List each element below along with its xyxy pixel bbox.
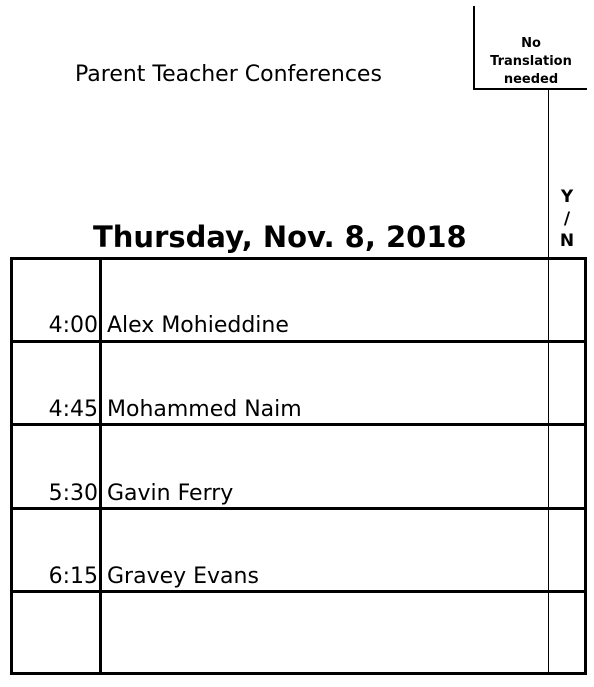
yn-label-y: Y xyxy=(560,187,574,207)
translation-note-line-3: needed xyxy=(503,72,559,87)
translation-note-line-1: No xyxy=(521,36,541,51)
row-divider-3 xyxy=(10,507,587,510)
slot-1-time: 4:00 xyxy=(48,313,98,338)
translation-note-line-2: Translation xyxy=(490,54,572,69)
slot-1-name: Alex Mohieddine xyxy=(107,313,289,338)
slot-4-time: 6:15 xyxy=(48,564,98,589)
yn-label-n: N xyxy=(559,231,575,251)
row-divider-4 xyxy=(10,590,587,593)
slot-2-name: Mohammed Naim xyxy=(107,397,302,422)
translation-note-box xyxy=(473,6,587,90)
yn-column-divider-top xyxy=(548,90,549,258)
slot-3-time: 5:30 xyxy=(48,481,98,506)
row-divider-2 xyxy=(10,423,587,426)
yn-column-divider xyxy=(548,257,549,675)
slot-2-time: 4:45 xyxy=(48,397,98,422)
slot-3-name: Gavin Ferry xyxy=(107,481,234,506)
row-divider-1 xyxy=(10,340,587,343)
yn-column-header xyxy=(556,186,578,252)
time-column-divider xyxy=(99,257,102,675)
yn-label-slash: / xyxy=(563,209,571,229)
page-title: Parent Teacher Conferences xyxy=(75,62,382,87)
conference-date: Thursday, Nov. 8, 2018 xyxy=(93,220,467,254)
slot-4-name: Gravey Evans xyxy=(107,564,259,589)
